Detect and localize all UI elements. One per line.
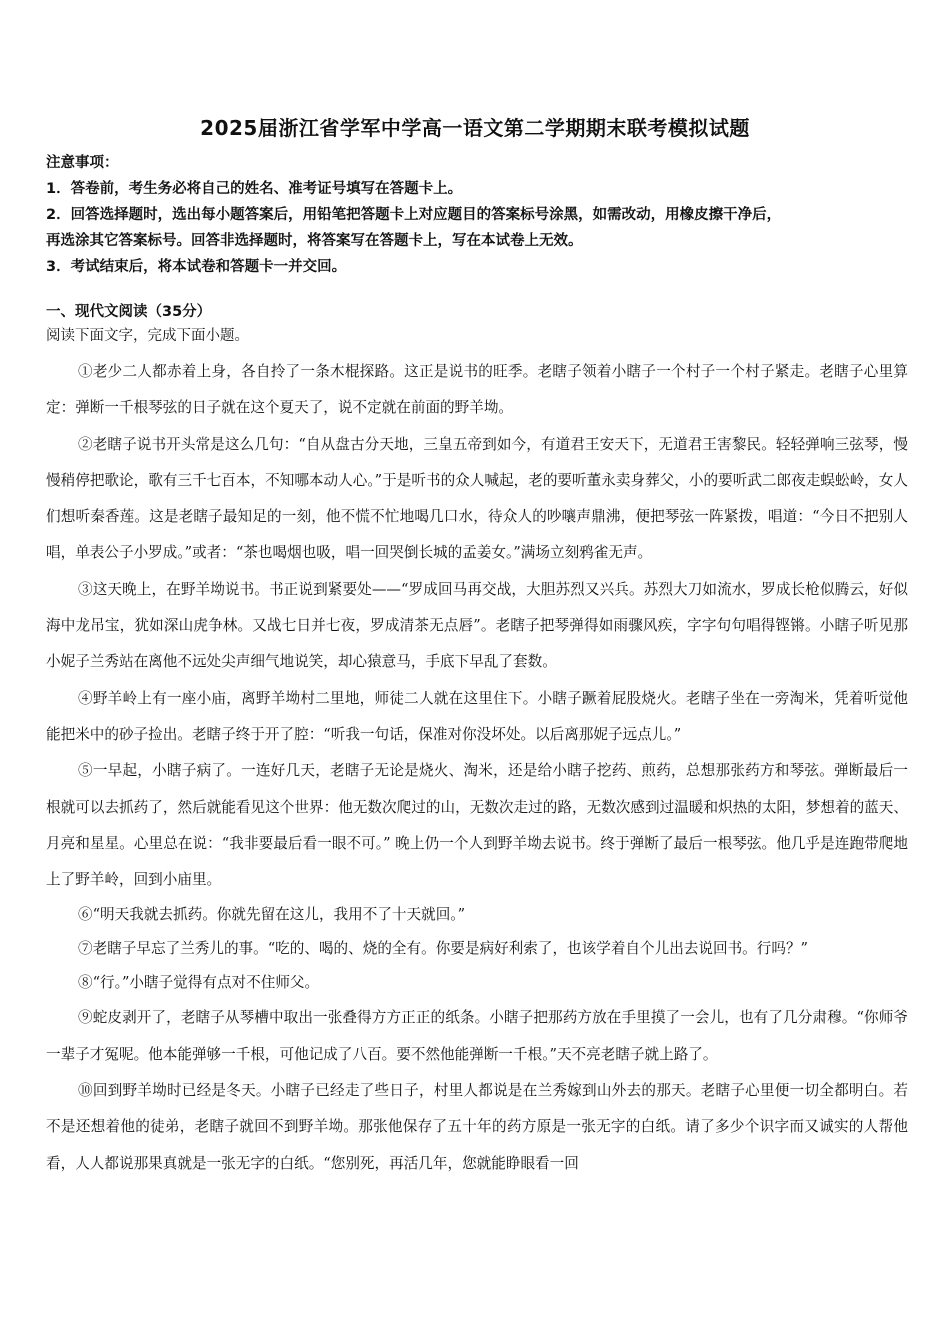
reading-instruction: 阅读下面文字，完成下面小题。 [46,328,249,344]
notice-item: 3．考试结束后，将本试卷和答题卡一并交回。 [46,259,347,275]
passage-paragraph: ⑧“行。”小瞎子觉得有点对不住师父。 [78,974,320,992]
passage-paragraph: ③这天晚上，在野羊坳说书。书正说到紧要处——“罗成回马再交战，大胆苏烈又兴兵。苏烈大刀如流水，罗成长枪似腾云，好似海中龙吊宝，犹如深山虎争林。又战七日并七夜，罗成清茶无点唇”。老瞎子把琴弹得如雨骤风疾，字字句句唱得铿锵。小瞎子听见那小妮子兰秀站在离他不远处尖声细气地说笑，却心猿意马，手底下早乱了套数。 [46,580,908,671]
passage-paragraph: ①老少二人都赤着上身，各自拎了一条木棍探路。这正是说书的旺季。老瞎子领着小瞎子一个村子一个村子紧走。老瞎子心里算定：弹断一千根琴弦的日子就在这个夏天了，说不定就在前面的野羊坳。 [46,363,908,417]
passage-paragraph: ⑦老瞎子早忘了兰秀儿的事。“吃的、喝的、烧的全有。你要是病好利索了，也该学着自个儿出去说回书。行吗？” [78,940,809,958]
passage-paragraph: ⑨蛇皮剥开了，老瞎子从琴槽中取出一张叠得方方正正的纸条。小瞎子把那药方放在手里摸了一会儿，也有了几分肃穆。“你师爷一辈子才冤呢。他本能弹够一千根，可他记成了八百。要不然他能弹断一千根。”天不亮老瞎子就上路了。 [46,1009,908,1063]
exam-title: 2025届浙江省学军中学高一语文第二学期期末联考模拟试题 [200,116,750,140]
passage-paragraph: ⑤一早起，小瞎子病了。一连好几天，老瞎子无论是烧火、淘米，还是给小瞎子挖药、煎药，总想那张药方和琴弦。弹断最后一根就可以去抓药了，然后就能看见这个世界：他无数次爬过的山，无数次走过的路，无数次感到过温暖和炽热的太阳，梦想着的蓝天、月亮和星星。心里总在说：“我非要最后看一眼不可。” 晚上仍一个人到野羊坳去说书。终于弹断了最后一根琴弦。他几乎是连跑带爬地上了野羊岭，回到小庙里。 [46,762,908,889]
notice-item: 1．答卷前，考生务必将自己的姓名、准考证号填写在答题卡上。 [46,181,463,197]
notice-item: 再选涂其它答案标号。回答非选择题时，将答案写在答题卡上，写在本试卷上无效。 [46,233,583,249]
passage-paragraph: ④野羊岭上有一座小庙，离野羊坳村二里地，师徒二人就在这里住下。小瞎子蹶着屁股烧火。老瞎子坐在一旁淘米，凭着听觉他能把米中的砂子捡出。老瞎子终于开了腔：“听我一句话，保准对你没坏处。以后离那妮子远点儿。” [46,689,908,743]
notice-heading: 注意事项： [46,155,119,171]
notice-item: 2．回答选择题时，选出每小题答案后，用铅笔把答题卡上对应题目的答案标号涂黑，如需改动，用橡皮擦干净后， [46,207,782,223]
passage-paragraph: ⑩回到野羊坳时已经是冬天。小瞎子已经走了些日子，村里人都说是在兰秀嫁到山外去的那天。老瞎子心里便一切全都明白。若不是还想着他的徒弟，老瞎子就回不到野羊坳。那张他保存了五十年的药方原是一张无字的白纸。请了多少个识字而又诚实的人帮他看，人人都说那果真就是一张无字的白纸。“您别死，再活几年，您就能睁眼看一回 [46,1082,908,1172]
passage-paragraph: ⑥“明天我就去抓药。你就先留在这儿，我用不了十天就回。” [78,906,466,924]
passage-paragraph: ②老瞎子说书开头常是这么几句：“自从盘古分天地，三皇五帝到如今，有道君王安天下，无道君王害黎民。轻轻弹响三弦琴，慢慢稍停把歌论，歌有三千七百本，不知哪本动人心。”于是听书的众人喊起，老的要听董永卖身葬父，小的要听武二郎夜走蜈蚣岭，女人们想听秦香莲。这是老瞎子最知足的一刻，他不慌不忙地喝几口水，待众人的吵嚷声鼎沸，便把琴弦一阵紧拨，唱道：“今日不把别人唱，单表公子小罗成。”或者：“茶也喝烟也吸，唱一回哭倒长城的孟姜女。”满场立刻鸦雀无声。 [46,435,908,562]
section-heading: 一、现代文阅读（35分） [46,304,212,320]
notice-block [46,150,906,280]
reading-passage [46,354,908,1182]
